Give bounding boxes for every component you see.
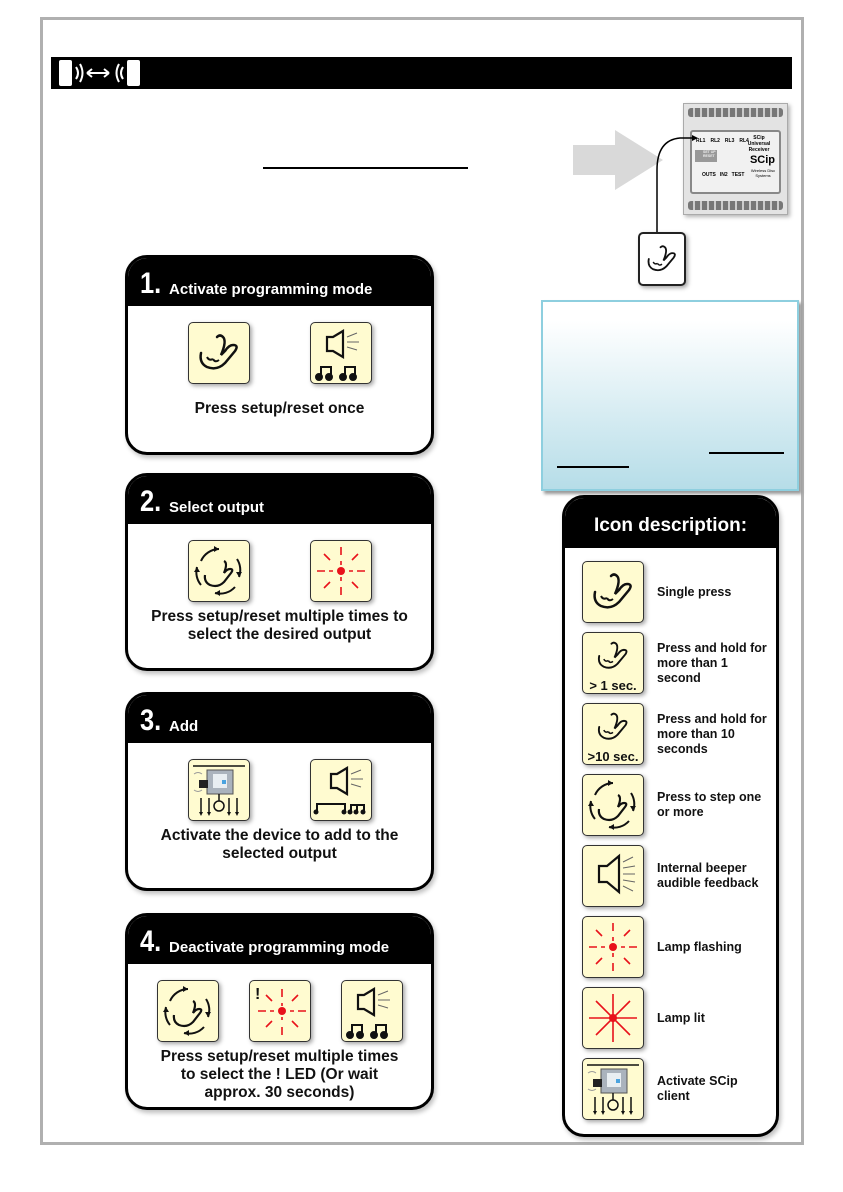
step-header xyxy=(128,916,431,964)
beeper-long-icon xyxy=(310,759,372,821)
icon-description-label: Press to step one or more xyxy=(657,790,762,819)
receiver-tagline: Wireless Disc Systems xyxy=(750,168,776,178)
section-header-bar xyxy=(51,57,792,89)
step-title: Activate programming mode xyxy=(169,281,373,298)
step-number: 4. xyxy=(140,925,162,958)
icon-description-row xyxy=(582,632,772,694)
hand-icon xyxy=(188,322,250,384)
icon-description-label: Press and hold for more than 10 seconds xyxy=(657,711,767,756)
lamp-flash-icon xyxy=(582,916,644,978)
step-number: 2. xyxy=(140,485,162,518)
receiver-name: SCip Universal Receiver xyxy=(747,135,771,153)
hand-icon xyxy=(582,632,644,694)
receiver-brand: SCip xyxy=(749,154,775,166)
step-title: Select output xyxy=(169,499,265,516)
lamp-lit-icon xyxy=(582,987,644,1049)
step-icons xyxy=(128,980,431,1042)
icon-description-label: Internal beeper audible feedback xyxy=(657,861,759,890)
icon-description-row xyxy=(582,774,772,836)
beeper-icon xyxy=(582,845,644,907)
icon-description-label: Lamp flashing xyxy=(657,939,742,954)
led-label: RL1 xyxy=(696,138,706,144)
step-header xyxy=(128,258,431,306)
hand-icon xyxy=(582,561,644,623)
hand-step-icon xyxy=(188,540,250,602)
step-number: 3. xyxy=(140,704,162,737)
icon-description-panel xyxy=(562,495,779,1137)
blank-underline xyxy=(263,167,468,169)
setup-reset-button[interactable]: SET UP RESET xyxy=(695,150,717,162)
led-label: RL4 xyxy=(739,138,749,144)
connector-line xyxy=(650,130,700,240)
hand-icon xyxy=(582,703,644,765)
led-label: OUTS xyxy=(702,172,716,178)
step-icons xyxy=(128,540,431,602)
icon-description-row xyxy=(582,845,772,907)
icon-description-row xyxy=(582,561,772,623)
step-title: Deactivate programming mode xyxy=(169,939,390,956)
duration-badge: >10 sec. xyxy=(587,749,639,764)
wireless-link-icon xyxy=(57,57,157,89)
duration-badge: > 1 sec. xyxy=(589,678,637,693)
icon-description-label: Single press xyxy=(657,584,732,599)
led-label: IN2 xyxy=(719,172,728,178)
icon-description-row xyxy=(582,987,772,1049)
lamp-flash-icon xyxy=(310,540,372,602)
hand-step-icon xyxy=(157,980,219,1042)
step-caption: Press setup/reset multiple times to select the ! LED (Or wait approx. 30 seconds) xyxy=(160,1048,399,1101)
icon-description-label: Lamp lit xyxy=(657,1010,705,1025)
step-caption: Activate the device to add to the selected output xyxy=(160,827,399,862)
step-card-4 xyxy=(125,913,434,1110)
step-number: 1. xyxy=(140,267,162,300)
icon-description-label: Activate SCip client xyxy=(657,1074,738,1103)
step-icons xyxy=(128,759,431,821)
step-icons xyxy=(128,322,431,384)
step-caption: Press setup/reset once xyxy=(194,400,365,417)
step-card-2 xyxy=(125,473,434,671)
client-icon xyxy=(582,1058,644,1120)
step-header xyxy=(128,476,431,524)
client-icon xyxy=(188,759,250,821)
beeper-notes-icon xyxy=(310,322,372,384)
icon-description-label: Press and hold for more than 1 second xyxy=(657,640,767,685)
step-card-3 xyxy=(125,692,434,891)
step-caption: Press setup/reset multiple times to select the desired output xyxy=(151,608,408,643)
beeper-notes-icon xyxy=(341,980,403,1042)
icon-description-row xyxy=(582,1058,772,1120)
step-title: Add xyxy=(169,718,199,735)
icon-description-row xyxy=(582,703,772,765)
svg-text:!: ! xyxy=(254,986,260,1003)
step-header xyxy=(128,695,431,743)
step-card-1 xyxy=(125,255,434,455)
led-label: RL3 xyxy=(724,138,735,144)
hand-step-icon xyxy=(582,774,644,836)
icon-description-row xyxy=(582,916,772,978)
icon-panel-title: Icon description: xyxy=(565,498,776,548)
led-label: RL2 xyxy=(710,138,720,144)
setup-button-hand-icon xyxy=(638,232,686,286)
lamp-flash-excl-icon xyxy=(249,980,311,1042)
led-label: TEST xyxy=(731,172,745,178)
info-box xyxy=(541,300,799,491)
